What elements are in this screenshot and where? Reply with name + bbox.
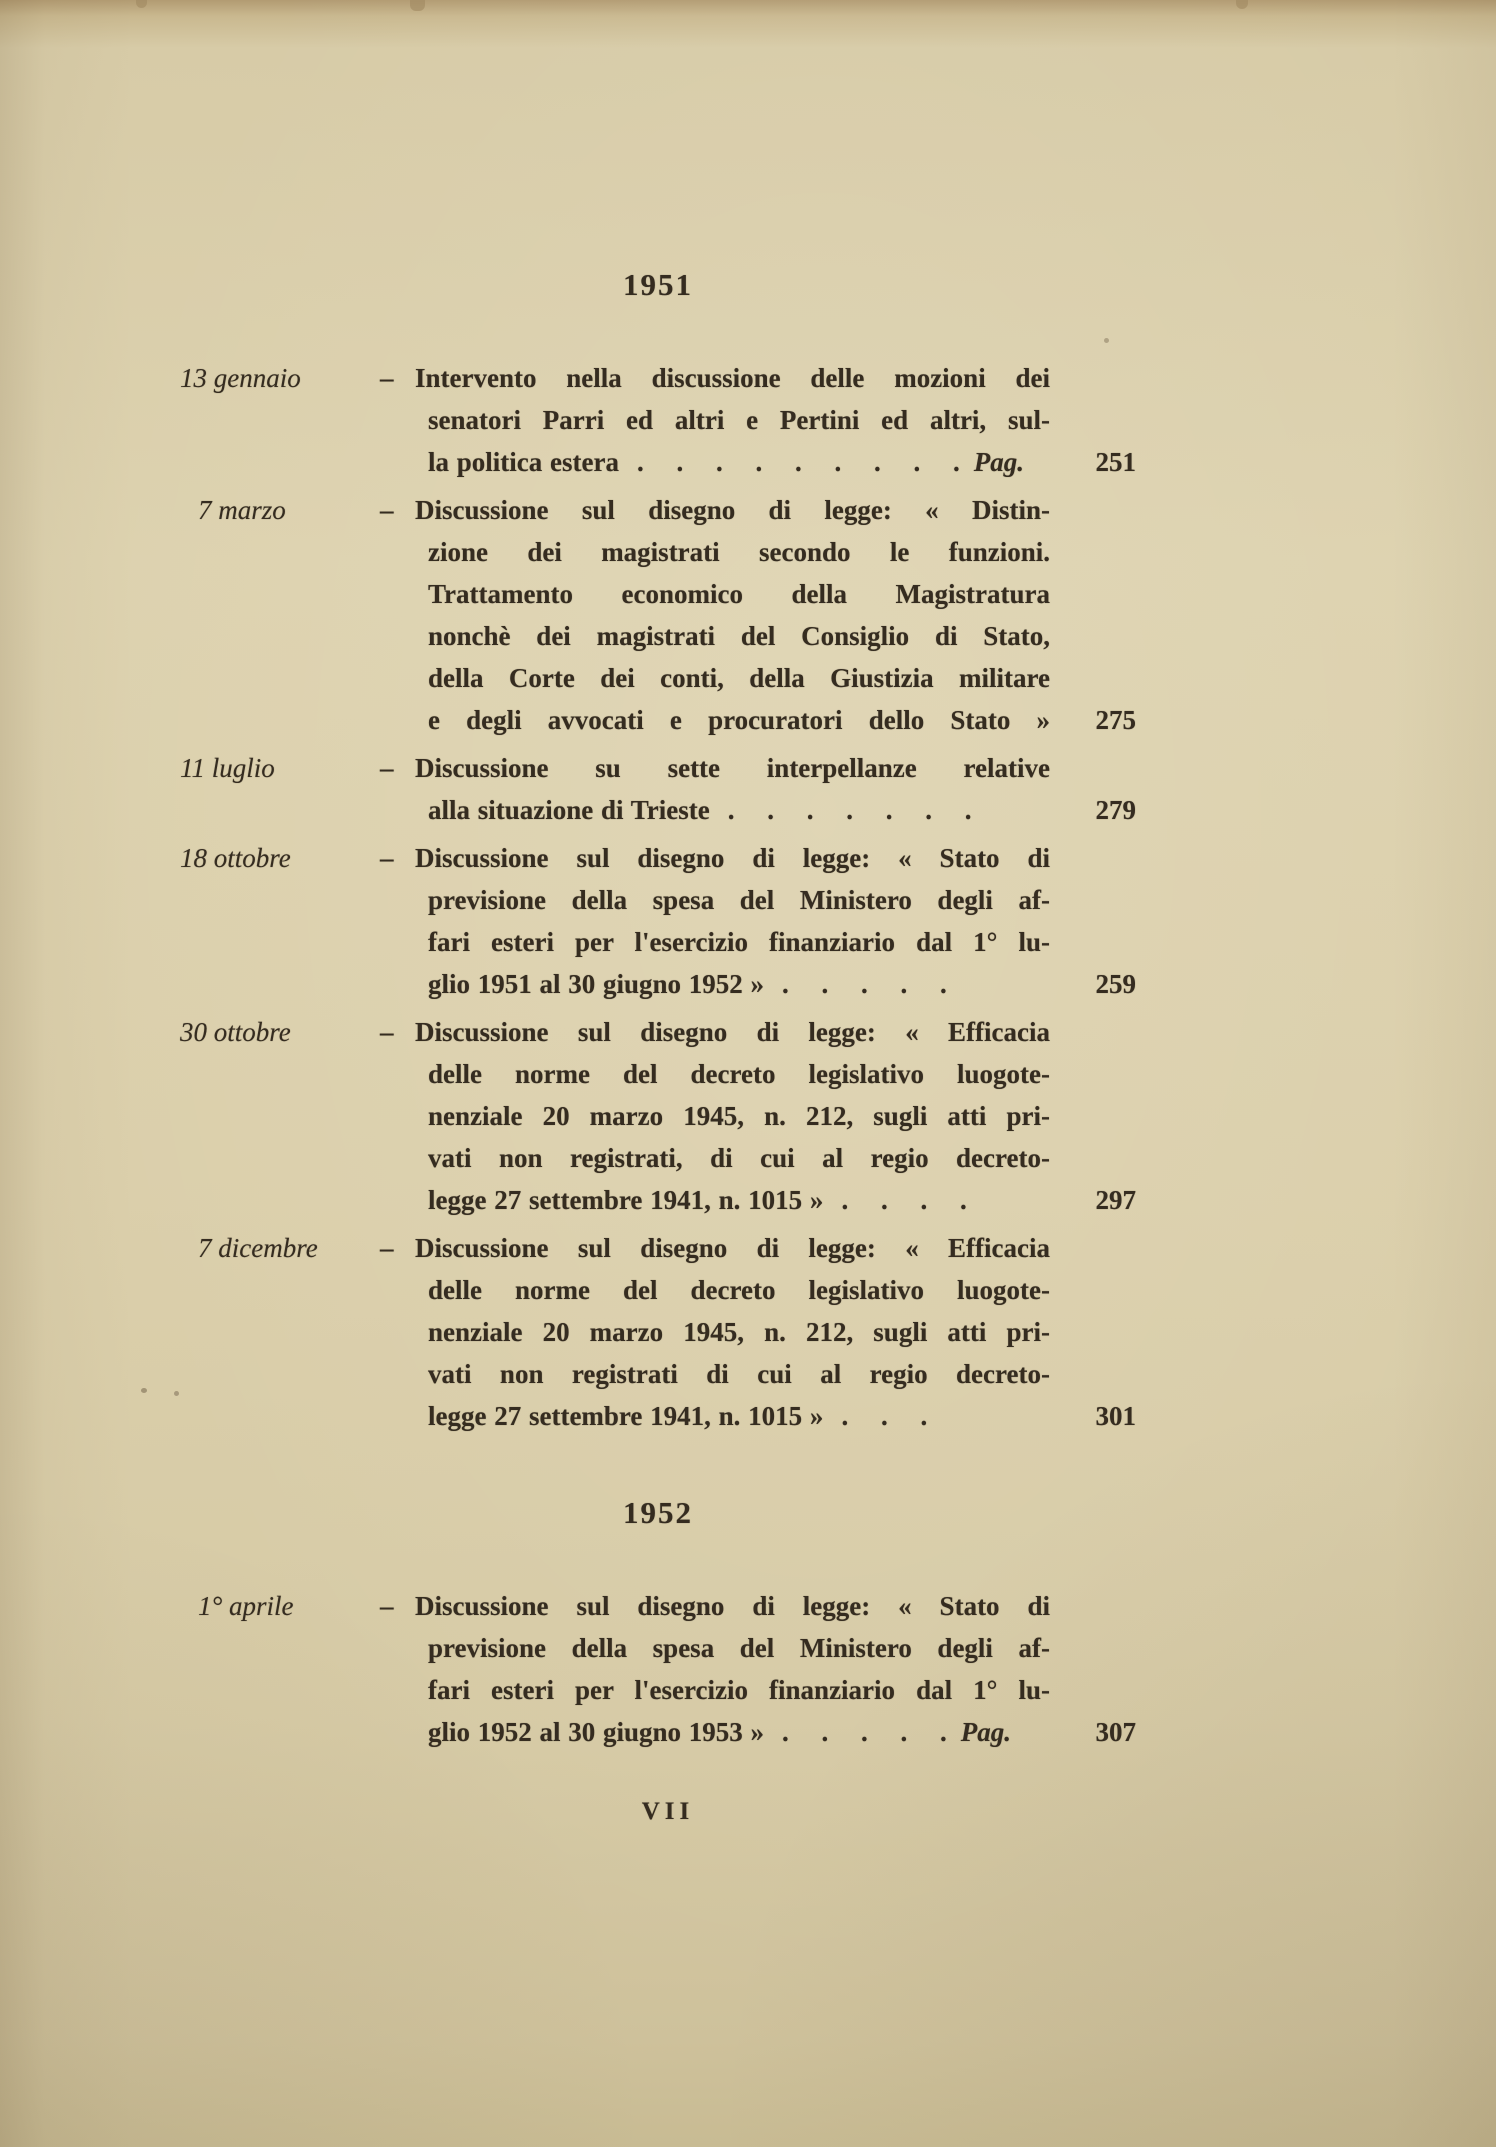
entry-date: 1° aprile: [198, 1591, 294, 1621]
entry-text-line: previsione della spesa del Ministero degli af-: [428, 1633, 1050, 1663]
toc-year-section: [180, 1493, 1136, 1759]
entry-dash: –: [380, 1233, 394, 1263]
entry-dash: –: [380, 1591, 394, 1621]
page-folio: VII: [641, 1798, 695, 1825]
entry-date: 18 ottobre: [180, 843, 291, 873]
entry-text-line: delle norme del decreto legislativo luogote-: [428, 1059, 1050, 1089]
entry-date: 30 ottobre: [180, 1017, 291, 1047]
entry-text: [415, 747, 1050, 831]
page-number: 251: [1095, 447, 1136, 477]
entry-last-line: e degli avvocati e procuratori dello Stato »: [428, 705, 1050, 735]
entry-last-line: [415, 789, 1050, 831]
page-number: 279: [1095, 795, 1136, 825]
entry-last-text: alla situazione di Trieste: [428, 795, 710, 825]
toc-entry: [180, 837, 1136, 1005]
entry-text-line: zione dei magistrati secondo le funzioni.: [428, 537, 1050, 567]
pag-label: Pag.: [960, 1717, 1012, 1747]
dot-leader: . . . . . . .: [727, 795, 972, 825]
entry-last-text: glio 1951 al 30 giugno 1952 »: [428, 969, 765, 999]
entry-text: [415, 489, 1050, 741]
entry-text-line: Discussione sul disegno di legge: « Stato di: [415, 843, 1050, 873]
entry-text-line: Discussione sul disegno di legge: « Efficacia: [415, 1017, 1050, 1047]
toc-entry: [180, 489, 1136, 741]
toc-entry: [180, 1585, 1136, 1753]
entry-text-line: vati non registrati, di cui al regio decreto-: [428, 1143, 1050, 1173]
entry-last-line: [415, 441, 1050, 483]
entry-text-line: delle norme del decreto legislativo luogote-: [428, 1275, 1050, 1305]
toc-entry: [180, 1227, 1136, 1437]
entry-date: 13 gennaio: [180, 363, 301, 393]
toc-entry: [180, 1011, 1136, 1221]
entry-date: 11 luglio: [180, 753, 275, 783]
entry-text-line: fari esteri per l'esercizio finanziario dal 1° lu-: [428, 1675, 1050, 1705]
entry-text-line: Trattamento economico della Magistratura: [428, 579, 1050, 609]
entry-text-line: senatori Parri ed altri e Pertini ed altri, sul-: [428, 405, 1050, 435]
entry-last-line: [415, 1179, 1050, 1221]
entry-text-line: previsione della spesa del Ministero degli af-: [428, 885, 1050, 915]
dot-leader: . . . .: [841, 1185, 967, 1215]
entry-text-line: Discussione sul disegno di legge: « Efficacia: [415, 1233, 1050, 1263]
entry-text-line: Intervento nella discussione delle mozioni dei: [415, 363, 1050, 393]
entry-last-line: [415, 963, 1050, 1005]
pag-label: Pag.: [973, 447, 1024, 477]
toc-entry: [180, 747, 1136, 831]
entry-text-line: della Corte dei conti, della Giustizia militare: [428, 663, 1050, 693]
scan-speckle: [141, 1388, 147, 1393]
page-number: 259: [1095, 969, 1136, 999]
year-heading: 1952: [623, 1495, 693, 1530]
entry-last-text: glio 1952 al 30 giugno 1953 »: [428, 1717, 765, 1747]
page-number: 301: [1095, 1401, 1136, 1431]
entry-text: [415, 1585, 1050, 1753]
entry-last-text: la politica estera: [428, 447, 619, 477]
entry-text: [415, 837, 1050, 1005]
entry-date: 7 dicembre: [198, 1233, 318, 1263]
paper-edge-tear: [136, 0, 147, 8]
year-heading: 1951: [623, 267, 693, 302]
entry-date: 7 marzo: [198, 495, 286, 525]
dot-leader: . . . . .: [782, 969, 947, 999]
entry-text-line: nenziale 20 marzo 1945, n. 212, sugli atti pri-: [428, 1101, 1050, 1131]
entry-text-line: Discussione su sette interpellanze relative: [415, 753, 1050, 783]
paper-edge-tear: [410, 0, 425, 11]
scan-speckle: [1104, 338, 1109, 343]
entry-last-line: [415, 1395, 1050, 1437]
entry-text-line: fari esteri per l'esercizio finanziario dal 1° lu-: [428, 927, 1050, 957]
entry-text: [415, 1011, 1050, 1221]
entry-dash: –: [380, 843, 394, 873]
page-number: 297: [1095, 1185, 1136, 1215]
toc-entry: [180, 357, 1136, 483]
paper-edge-tear: [1236, 0, 1248, 9]
toc-year-section: [180, 265, 1136, 1443]
scan-speckle: [174, 1391, 179, 1396]
entry-text: [415, 357, 1050, 483]
entry-text-line: Discussione sul disegno di legge: « Distin-: [415, 495, 1050, 525]
dot-leader: . . . . .: [782, 1717, 947, 1747]
entry-dash: –: [380, 495, 394, 525]
page-number: 275: [1095, 705, 1136, 735]
dot-leader: . . . . . . . . .: [636, 447, 960, 477]
page-number: 307: [1095, 1717, 1136, 1747]
entry-dash: –: [380, 363, 394, 393]
entry-text-line: nenziale 20 marzo 1945, n. 212, sugli atti pri-: [428, 1317, 1050, 1347]
entry-last-line: [415, 1711, 1050, 1753]
entry-text-line: vati non registrati di cui al regio decreto-: [428, 1359, 1050, 1389]
entry-dash: –: [380, 1017, 394, 1047]
dot-leader: . . .: [841, 1401, 928, 1431]
entry-text-line: Discussione sul disegno di legge: « Stato di: [415, 1591, 1050, 1621]
entry-text: [415, 1227, 1050, 1437]
entry-dash: –: [380, 753, 394, 783]
entry-last-text: legge 27 settembre 1941, n. 1015 »: [428, 1401, 824, 1431]
entry-text-line: nonchè dei magistrati del Consiglio di Stato,: [428, 621, 1050, 651]
entry-last-text: legge 27 settembre 1941, n. 1015 »: [428, 1185, 824, 1215]
